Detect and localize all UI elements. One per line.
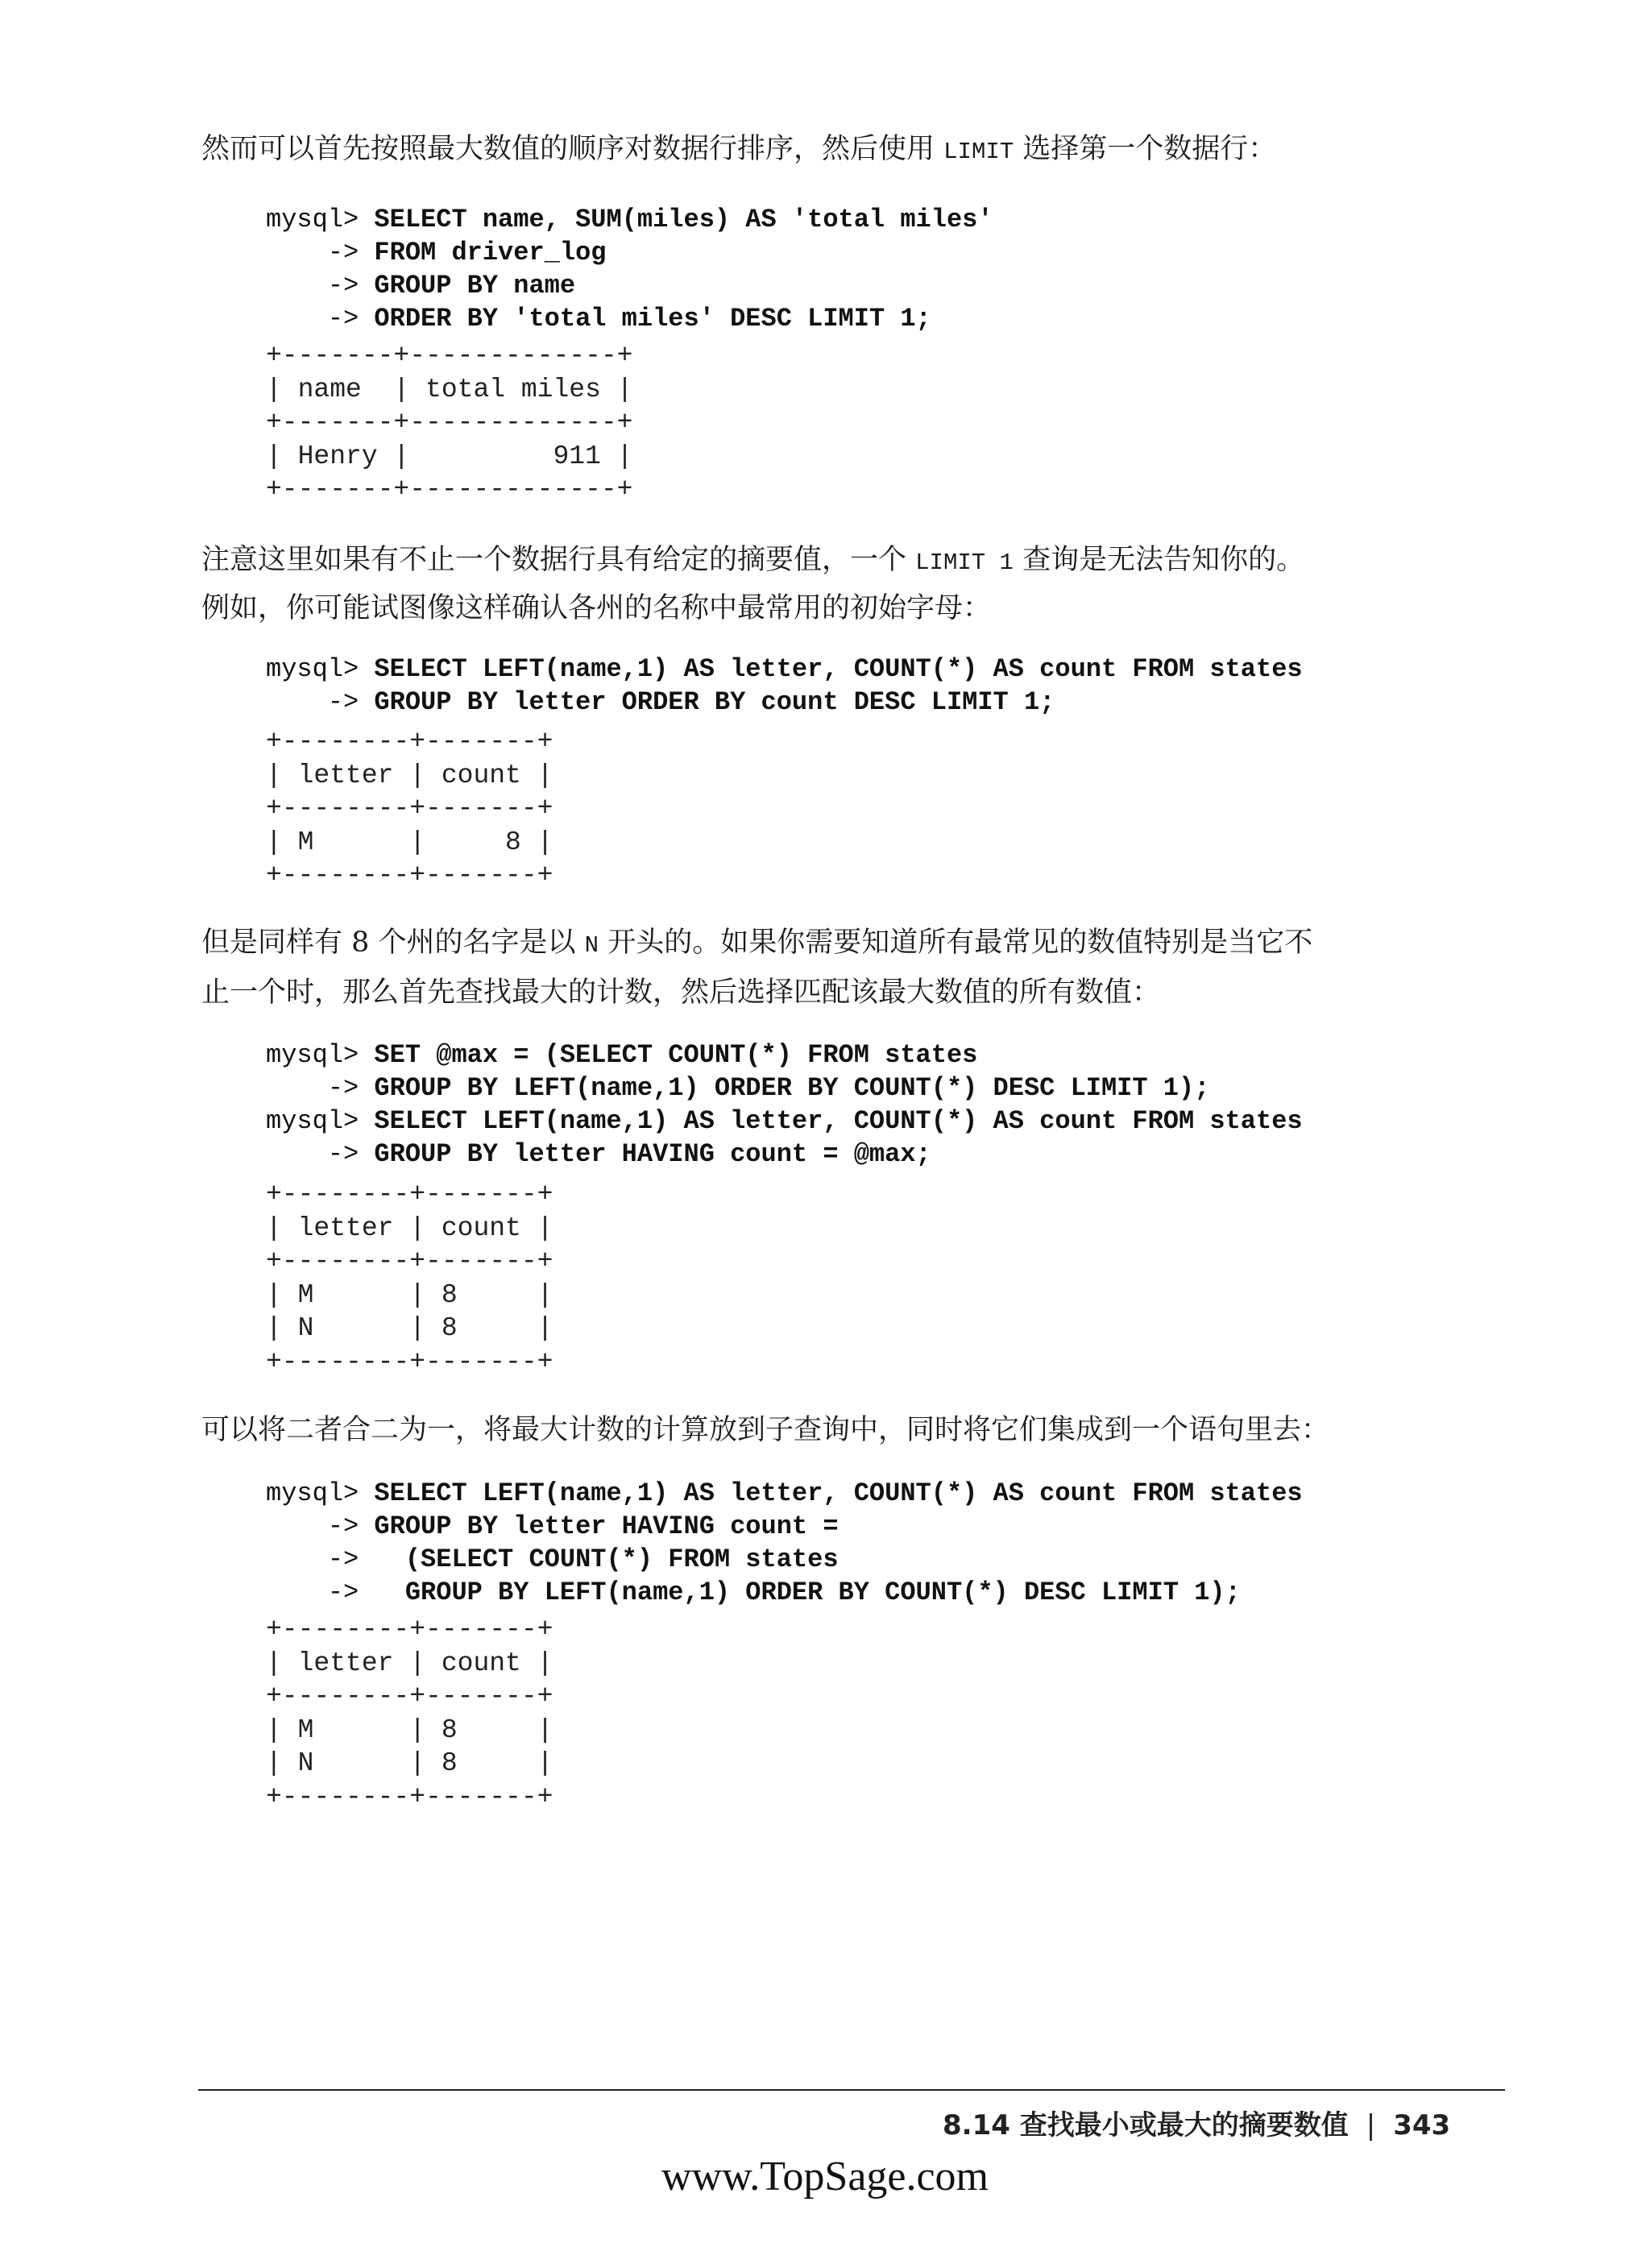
table-line: +--------+-------+: [266, 1681, 553, 1711]
inline-code-limit-1: LIMIT 1: [915, 549, 1014, 576]
code-line: -> GROUP BY LEFT(name,1) ORDER BY COUNT(*) DESC LIMIT 1);: [266, 1578, 1241, 1607]
table-line: | name | total miles |: [266, 374, 633, 404]
page-number: 343: [1393, 2109, 1451, 2142]
page-footer: [943, 2103, 1450, 2142]
table-line: +--------+-------+: [266, 794, 553, 823]
table-line: | letter | count |: [266, 1648, 553, 1678]
code-block-2: [266, 653, 1303, 719]
code-block-1: [266, 203, 993, 335]
paragraph-but-line1: 但是同样有 8 个州的名字是以 N 开头的。如果你需要知道所有最常见的数值特别是当它不: [201, 927, 1313, 959]
table-line: | N | 8 |: [266, 1748, 553, 1778]
table-line: +--------+-------+: [266, 1781, 553, 1812]
paragraph-combine: 可以将二者合二为一，将最大计数的计算放到子查询中，同时将它们集成到一个语句里去：: [201, 1414, 1330, 1446]
table-line: +-------+-------------+: [266, 475, 633, 504]
code-block-3: [266, 1039, 1303, 1171]
table-line: +-------+-------------+: [266, 341, 633, 371]
paragraph-note-line1: 注意这里如果有不止一个数据行具有给定的摘要值，一个 LIMIT 1 查询是无法告知你的。: [201, 544, 1305, 576]
code-line: mysql> SELECT LEFT(name,1) AS letter, COUNT(*) AS count FROM states: [266, 654, 1303, 684]
watermark-url: www.TopSage.com: [661, 2154, 989, 2200]
table-line: | N | 8 |: [266, 1313, 553, 1343]
table-line: +--------+-------+: [266, 1180, 553, 1209]
table-line: | M | 8 |: [266, 827, 553, 857]
code-line: -> GROUP BY LEFT(name,1) ORDER BY COUNT(*) DESC LIMIT 1);: [266, 1073, 1210, 1103]
table-line: | M | 8 |: [266, 1279, 553, 1310]
result-table-4: [266, 1613, 553, 1814]
code-line: mysql> SET @max = (SELECT COUNT(*) FROM states: [266, 1040, 978, 1070]
code-line: -> GROUP BY name: [266, 271, 576, 301]
table-line: | letter | count |: [266, 760, 553, 790]
code-line: -> GROUP BY letter HAVING count = @max;: [266, 1139, 931, 1169]
table-line: | letter | count |: [266, 1213, 553, 1243]
paragraph-intro: 然而可以首先按照最大数值的顺序对数据行排序，然后使用 LIMIT 选择第一个数据行：: [201, 133, 1277, 165]
code-line: -> GROUP BY letter HAVING count =: [266, 1511, 839, 1541]
code-line: mysql> SELECT LEFT(name,1) AS letter, COUNT(*) AS count FROM states: [266, 1478, 1303, 1508]
code-block-4: [266, 1477, 1303, 1609]
table-line: +-------+-------------+: [266, 408, 633, 437]
code-line: mysql> SELECT LEFT(name,1) AS letter, COUNT(*) AS count FROM states: [266, 1106, 1303, 1136]
table-line: +--------+-------+: [266, 1346, 553, 1377]
table-line: +--------+-------+: [266, 727, 553, 757]
inline-code-limit: LIMIT: [943, 139, 1014, 165]
code-line: -> GROUP BY letter ORDER BY count DESC LIMIT 1;: [266, 687, 1055, 717]
paragraph-but-line2: 止一个时，那么首先查找最大的计数，然后选择匹配该最大数值的所有数值：: [201, 976, 1161, 1009]
footer-rule: [198, 2089, 1505, 2091]
table-line: +--------+-------+: [266, 1615, 553, 1644]
result-table-3: [266, 1178, 553, 1379]
code-line: -> FROM driver_log: [266, 238, 607, 267]
result-table-1: [266, 339, 632, 507]
code-line: -> (SELECT COUNT(*) FROM states: [266, 1544, 839, 1574]
footer-separator: |: [1366, 2109, 1376, 2142]
result-table-2: [266, 725, 553, 893]
inline-code-n: N: [584, 932, 599, 959]
code-line: mysql> SELECT name, SUM(miles) AS 'total miles': [266, 205, 993, 234]
paragraph-note-line2: 例如，你可能试图像这样确认各州的名称中最常用的初始字母：: [201, 592, 992, 624]
table-line: +--------+-------+: [266, 1246, 553, 1276]
table-line: | Henry | 911 |: [266, 441, 633, 471]
table-line: +--------+-------+: [266, 860, 553, 890]
code-line: -> ORDER BY 'total miles' DESC LIMIT 1;: [266, 304, 931, 334]
table-line: | M | 8 |: [266, 1714, 553, 1745]
footer-section-title: 8.14 查找最小或最大的摘要数值: [943, 2109, 1349, 2142]
